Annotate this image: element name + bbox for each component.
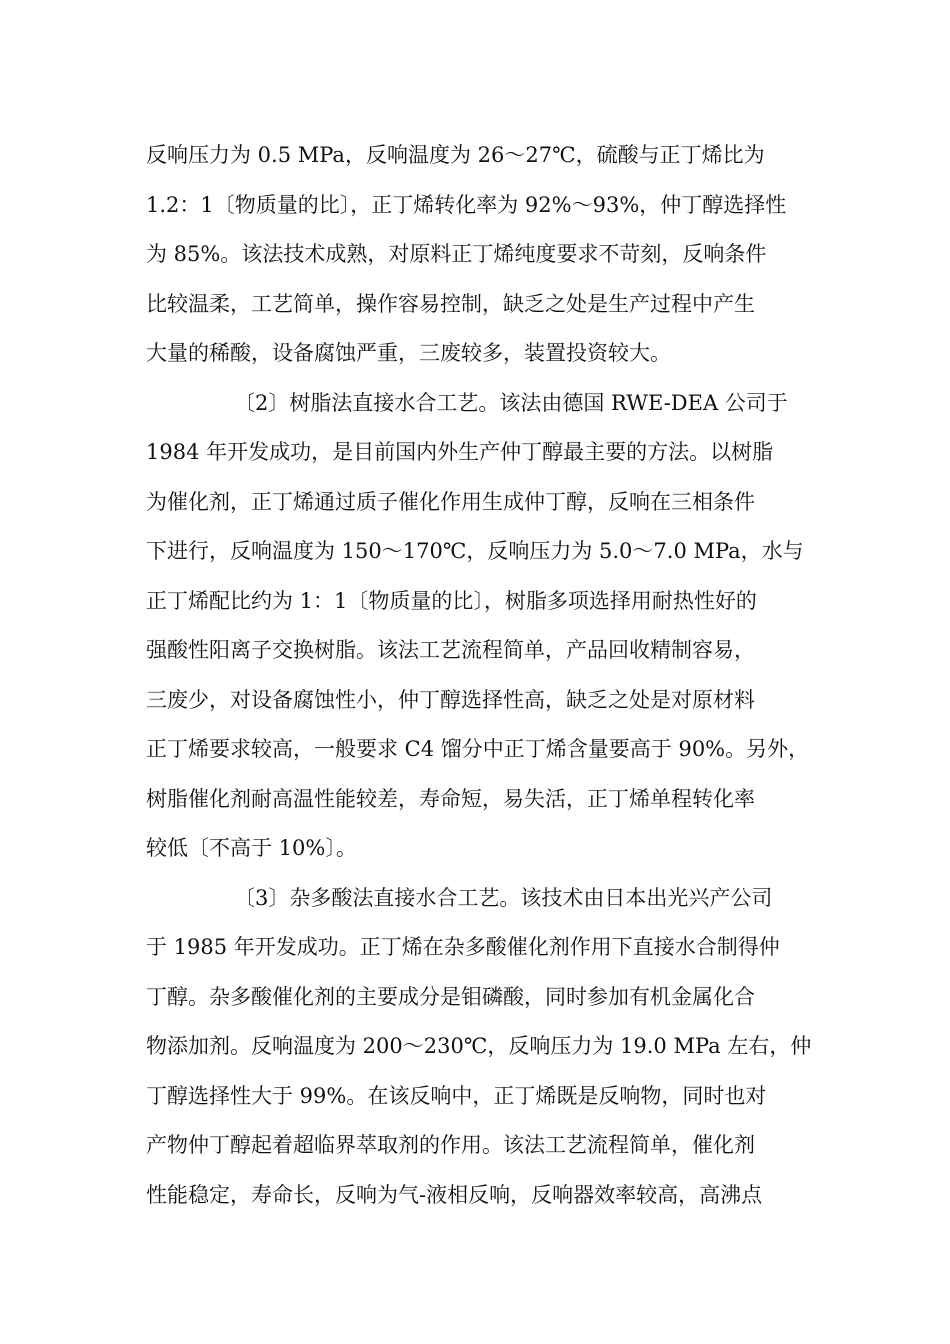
text-line: 丁醇。杂多酸催化剂的主要成分是钼磷酸，同时参加有机金属化合 (146, 984, 755, 1009)
text-line: 下进行，反响温度为 150～170℃，反响压力为 5.0～7.0 MPa，水与 (146, 539, 804, 563)
text-line: 大量的稀酸，设备腐蚀严重，三废较多，装置投资较大。 (146, 341, 671, 365)
text-line: 树脂催化剂耐高温性能较差，寿命短，易失活，正丁烯单程转化率 (146, 786, 755, 811)
text-line: 三废少，对设备腐蚀性小，仲丁醇选择性高，缺乏之处是对原材料 (146, 687, 755, 712)
text-line: 性能稳定，寿命长，反响为气-液相反响，反响器效率较高，高沸点 (146, 1182, 763, 1207)
text-line: 物添加剂。反响温度为 200～230℃，反响压力为 19.0 MPa 左右，仲 (146, 1034, 812, 1058)
text-line: 较低〔不高于 10%〕。 (146, 836, 357, 860)
body-text (146, 131, 816, 1220)
text-line: 丁醇选择性大于 99%。在该反响中，正丁烯既是反响物，同时也对 (146, 1083, 767, 1108)
text-line: 正丁烯配比约为 1：1〔物质量的比〕，树脂多项选择用耐热性好的 (146, 588, 757, 613)
paragraph-start-line: 〔3〕杂多酸法直接水合工艺。该技术由日本出光兴产公司 (234, 885, 773, 910)
text-line: 1.2：1〔物质量的比〕，正丁烯转化率为 92%～93%，仲丁醇选择性 (146, 192, 787, 217)
text-line: 比较温柔，工艺简单，操作容易控制，缺乏之处是生产过程中产生 (146, 291, 755, 316)
text-line: 强酸性阳离子交换树脂。该法工艺流程简单，产品回收精制容易， (146, 638, 755, 662)
text-line: 为催化剂，正丁烯通过质子催化作用生成仲丁醇，反响在三相条件 (146, 489, 755, 514)
text-line: 于 1985 年开发成功。正丁烯在杂多酸催化剂作用下直接水合制得仲 (146, 935, 780, 959)
text-line: 反响压力为 0.5 MPa，反响温度为 26～27℃，硫酸与正丁烯比为 (146, 143, 765, 167)
text-line: 正丁烯要求较高，一般要求 C4 馏分中正丁烯含量要高于 90%。另外， (146, 737, 810, 761)
text-line: 产物仲丁醇起着超临界萃取剂的作用。该法工艺流程简单，催化剂 (146, 1133, 755, 1157)
paragraph-start-line: 〔2〕树脂法直接水合工艺。该法由德国 RWE-DEA 公司于 (234, 390, 788, 415)
text-line: 为 85%。该法技术成熟，对原料正丁烯纯度要求不苛刻，反响条件 (146, 242, 767, 266)
text-line: 1984 年开发成功，是目前国内外生产仲丁醇最主要的方法。以树脂 (146, 440, 774, 464)
